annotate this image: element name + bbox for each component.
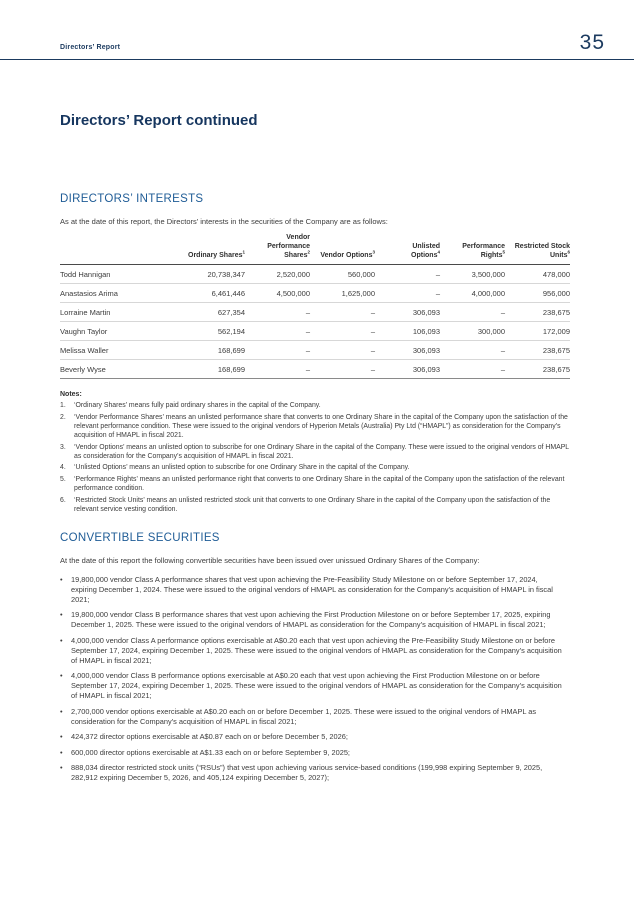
list-item	[60, 732, 574, 742]
list-item	[60, 671, 574, 701]
value-cell: –	[245, 303, 310, 322]
director-name-cell: Beverly Wyse	[60, 360, 180, 379]
directors-interests-table	[60, 232, 570, 379]
value-cell: 1,625,000	[310, 284, 375, 303]
note-item	[60, 443, 574, 461]
table-row	[60, 303, 570, 322]
value-cell: 6,461,446	[180, 284, 245, 303]
bullet-text: 600,000 director options exercisable at A$1.33 each on or before September 9, 2025;	[71, 747, 350, 757]
director-name-cell: Todd Hannigan	[60, 265, 180, 284]
bullet-icon: •	[60, 671, 63, 681]
bullet-icon: •	[60, 635, 63, 645]
value-cell: 478,000	[505, 265, 570, 284]
value-cell: –	[440, 303, 505, 322]
page-content	[0, 112, 634, 783]
convertible-bullet-list	[60, 575, 574, 783]
note-item	[60, 463, 574, 472]
note-text: ‘Vendor Performance Shares’ means an unlisted performance share that converts to one Ordinary Share in the capital of the Company upon the satisfaction of the relevant performance condition. These were issued to the original vendors of Hyperion Metals (Australia) Pty Ltd (“HMAPL”) as consideration for the Company’s acquisition of HMAPL in fiscal 2021.	[74, 413, 568, 440]
list-item	[60, 707, 574, 727]
director-name-cell: Vaughn Taylor	[60, 322, 180, 341]
value-cell: –	[375, 284, 440, 303]
value-cell: –	[440, 360, 505, 379]
column-header-name	[60, 232, 180, 265]
note-text: ‘Performance Rights’ means an unlisted performance right that converts to one Ordinary Share in the capital of the Company upon the satisfaction of the relevant performance condition.	[74, 476, 565, 493]
value-cell: 4,000,000	[440, 284, 505, 303]
note-item	[60, 475, 574, 493]
column-header-unlisted-options	[375, 232, 440, 265]
note-number: 4.	[60, 464, 66, 472]
note-text: ‘Ordinary Shares’ means fully paid ordinary shares in the capital of the Company.	[74, 402, 321, 410]
bullet-icon: •	[60, 610, 63, 620]
table-body	[60, 265, 570, 379]
column-footnote-ref: 3	[372, 249, 375, 255]
note-number: 3.	[60, 443, 66, 451]
director-name-cell: Anastasios Arima	[60, 284, 180, 303]
column-header-restricted-stock-units	[505, 232, 570, 265]
value-cell: 168,699	[180, 360, 245, 379]
value-cell: –	[310, 360, 375, 379]
column-label: Performance Rights	[462, 242, 505, 259]
column-label: Unlisted Options	[411, 242, 440, 259]
director-name-cell: Melissa Waller	[60, 341, 180, 360]
bullet-icon: •	[60, 763, 63, 773]
note-text: ‘Restricted Stock Units’ means an unlisted restricted stock unit that converts to one Ordinary Share in the capital of the Company upon the satisfaction of the relevant service vesting condition.	[74, 496, 551, 513]
value-cell: –	[310, 303, 375, 322]
value-cell: –	[375, 265, 440, 284]
value-cell: 560,000	[310, 265, 375, 284]
bullet-text: 19,800,000 vendor Class B performance shares that vest upon achieving the First Production Milestone on or before September 17, 2025, expiring December 1, 2025. These were issued to the original vendors of HMAPL as consideration for the Company’s acquisition of HMAPL in fiscal 2021;	[71, 610, 551, 630]
bullet-text: 4,000,000 vendor Class A performance options exercisable at A$0.20 each that vest upon achieving the Pre-Feasibility Study Milestone on or before September 17, 2024, expiring December 1, 2025. These were issued to the original vendors of HMAPL as consideration for the Company’s acquisition of HMAPL in fiscal 2021;	[71, 635, 562, 665]
interests-heading: DIRECTORS’ INTERESTS	[60, 193, 204, 205]
director-name-cell: Lorraine Martin	[60, 303, 180, 322]
column-header-ordinary-shares	[180, 232, 245, 265]
section-directors-interests	[60, 193, 574, 514]
value-cell: –	[245, 322, 310, 341]
value-cell: 238,675	[505, 360, 570, 379]
value-cell: –	[310, 341, 375, 360]
bullet-text: 888,034 director restricted stock units (“RSUs”) that vest upon achieving various service-based conditions (199,998 expiring September 9, 2025, 282,912 expiring December 5, 2026, and 405,124 expiring December 5, 2027);	[71, 763, 543, 783]
table-row	[60, 360, 570, 379]
value-cell: 172,009	[505, 322, 570, 341]
value-cell: –	[245, 341, 310, 360]
table-row	[60, 284, 570, 303]
list-item	[60, 763, 574, 783]
table-header	[60, 232, 570, 265]
value-cell: 306,093	[375, 303, 440, 322]
note-item	[60, 496, 574, 514]
value-cell: 4,500,000	[245, 284, 310, 303]
interests-intro: As at the date of this report, the Directors’ interests in the securities of the Company are as follows:	[60, 217, 388, 226]
notes-list	[60, 401, 574, 514]
value-cell: –	[310, 322, 375, 341]
list-item	[60, 748, 574, 758]
convertible-heading: CONVERTIBLE SECURITIES	[60, 531, 220, 544]
list-item	[60, 636, 574, 666]
bullet-icon: •	[60, 732, 63, 742]
note-item	[60, 413, 574, 440]
bullet-text: 4,000,000 vendor Class B performance options exercisable at A$0.20 each that vest upon achieving the First Production Milestone on or before September 17, 2024, expiring December 1, 2025. These were issued to the original vendors of HMAPL as consideration for the Company’s acquisition of HMAPL in fiscal 2021;	[71, 671, 562, 701]
column-label: Ordinary Shares	[188, 251, 243, 259]
column-label: Vendor Performance Shares	[267, 234, 310, 259]
bullet-text: 19,800,000 vendor Class A performance shares that vest upon achieving the Pre-Feasibility Study Milestone on or before September 17, 2024, expiring December 1, 2024. These were issued to the original vendors of HMAPL as consideration for the Company’s acquisition of HMAPL in fiscal 2021;	[71, 574, 553, 604]
table-row	[60, 322, 570, 341]
list-item	[60, 575, 574, 605]
column-label: Restricted Stock Units	[514, 242, 570, 259]
value-cell: 238,675	[505, 341, 570, 360]
page-title: Directors’ Report continued	[60, 112, 258, 129]
column-footnote-ref: 4	[437, 249, 440, 255]
value-cell: 20,738,347	[180, 265, 245, 284]
value-cell: 2,520,000	[245, 265, 310, 284]
note-text: ‘Vendor Options’ means an unlisted option to subscribe for one Ordinary Share in the capital of the Company. These were issued to the original vendors of HMAPL as consideration for the Company’s acquisition of HMAPL in fiscal 2021.	[74, 443, 569, 460]
table-row	[60, 265, 570, 284]
value-cell: 627,354	[180, 303, 245, 322]
note-number: 1.	[60, 402, 66, 410]
value-cell: 562,194	[180, 322, 245, 341]
convertible-intro: At the date of this report the following convertible securities have been issued over unissued Ordinary Shares of the Company:	[60, 555, 480, 565]
value-cell: 238,675	[505, 303, 570, 322]
section-convertible-securities	[60, 532, 574, 783]
value-cell: 106,093	[375, 322, 440, 341]
running-title: Directors’ Report	[60, 44, 121, 51]
value-cell: –	[245, 360, 310, 379]
bullet-icon: •	[60, 706, 63, 716]
list-item	[60, 610, 574, 630]
value-cell: –	[440, 341, 505, 360]
bullet-icon: •	[60, 747, 63, 757]
note-text: ‘Unlisted Options’ means an unlisted option to subscribe for one Ordinary Share in the capital of the Company.	[74, 464, 410, 472]
value-cell: 3,500,000	[440, 265, 505, 284]
note-number: 5.	[60, 476, 66, 484]
page-number: 35	[579, 31, 605, 54]
note-item	[60, 401, 574, 410]
column-label: Vendor Options	[320, 251, 373, 259]
column-header-vendor-options	[310, 232, 375, 265]
bullet-text: 2,700,000 vendor options exercisable at A$0.20 each on or before December 1, 2025. These were issued to the original vendors of HMAPL as consideration for the Company’s acquisition of HMAPL in fiscal 2021;	[71, 706, 537, 726]
bullet-icon: •	[60, 574, 63, 584]
column-footnote-ref: 6	[567, 249, 570, 255]
value-cell: 306,093	[375, 341, 440, 360]
column-footnote-ref: 2	[307, 249, 310, 255]
page-header	[0, 0, 634, 53]
value-cell: 956,000	[505, 284, 570, 303]
column-header-performance-rights	[440, 232, 505, 265]
table-header-row	[60, 232, 570, 265]
value-cell: 300,000	[440, 322, 505, 341]
note-number: 6.	[60, 496, 66, 504]
value-cell: 168,699	[180, 341, 245, 360]
notes-label: Notes:	[60, 391, 82, 399]
header-rule	[0, 59, 634, 60]
note-number: 2.	[60, 413, 66, 421]
column-footnote-ref: 5	[502, 249, 505, 255]
column-header-vendor-performance-shares	[245, 232, 310, 265]
table-row	[60, 341, 570, 360]
bullet-text: 424,372 director options exercisable at A$0.87 each on or before December 5, 2026;	[71, 732, 348, 742]
value-cell: 306,093	[375, 360, 440, 379]
column-footnote-ref: 1	[242, 249, 245, 255]
